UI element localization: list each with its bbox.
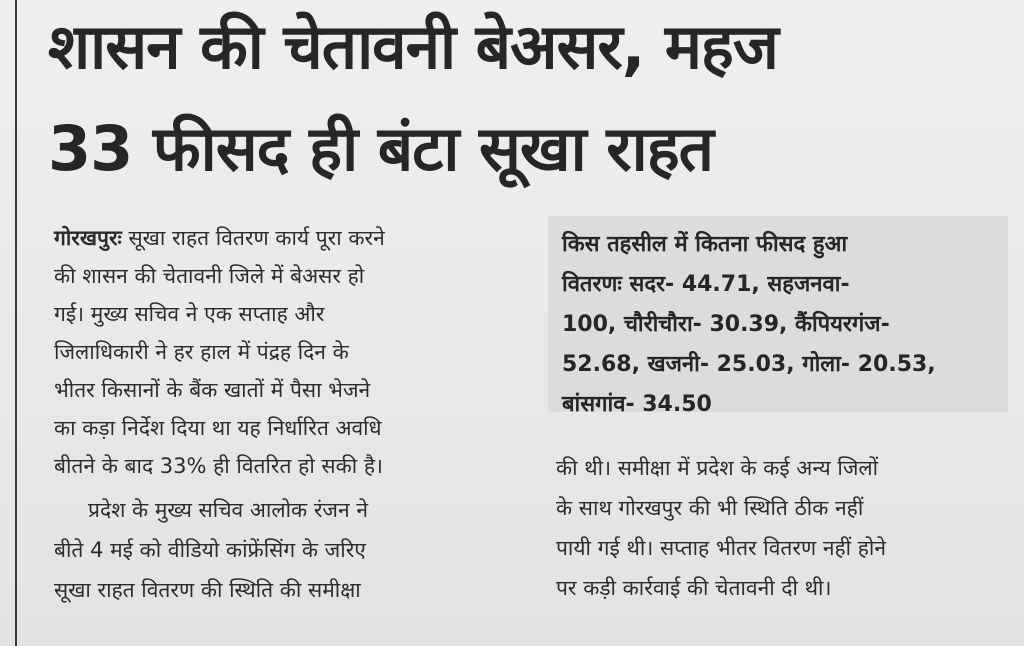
article-line: पायी गई थी। सप्ताह भीतर वितरण नहीं होने xyxy=(556,536,886,560)
article-line: की थी। समीक्षा में प्रदेश के कई अन्य जिलों xyxy=(556,456,879,480)
box-line: 52.68, खजनी- 25.03, गोला- 20.53, xyxy=(562,352,936,377)
article-line: बीतने के बाद 33% ही वितरित हो सकी है। xyxy=(54,454,383,478)
article-line: की शासन की चेतावनी जिले में बेअसर हो xyxy=(54,264,365,288)
dateline: गोरखपुरः xyxy=(54,226,122,250)
article-first-line xyxy=(54,228,524,249)
article-line: गई। मुख्य सचिव ने एक सप्ताह और xyxy=(54,302,325,326)
article-line: प्रदेश के मुख्य सचिव आलोक रंजन ने xyxy=(88,498,368,522)
headline-line-1: शासन की चेतावनी बेअसर, महज xyxy=(48,10,778,83)
article-line: का कड़ा निर्देश दिया था यह निर्धारित अवधि xyxy=(54,416,382,440)
box-line: वितरणः सदर- 44.71, सहजनवा- xyxy=(562,272,850,297)
article-line: के साथ गोरखपुर की भी स्थिति ठीक नहीं xyxy=(556,496,864,520)
box-line: बांसगांव- 34.50 xyxy=(562,392,712,417)
headline-line-2: 33 फीसद ही बंटा सूखा राहत xyxy=(48,112,713,185)
article-line: सूखा राहत वितरण की स्थिति की समीक्षा xyxy=(54,578,361,602)
article-line: जिलाधिकारी ने हर हाल में पंद्रह दिन के xyxy=(54,340,349,364)
article-line: पर कड़ी कार्रवाई की चेतावनी दी थी। xyxy=(556,576,832,600)
article-line: बीते 4 मई को वीडियो कांफ्रेंसिंग के जरिए xyxy=(54,538,366,562)
box-line: 100, चौरीचौरा- 30.39, कैंपियरगंज- xyxy=(562,312,890,337)
column-rule xyxy=(15,0,17,646)
article-line: सूखा राहत वितरण कार्य पूरा करने xyxy=(128,226,385,250)
box-title: किस तहसील में कितना फीसद हुआ xyxy=(562,232,848,257)
article-line: भीतर किसानों के बैंक खातों में पैसा भेजने xyxy=(54,378,371,402)
